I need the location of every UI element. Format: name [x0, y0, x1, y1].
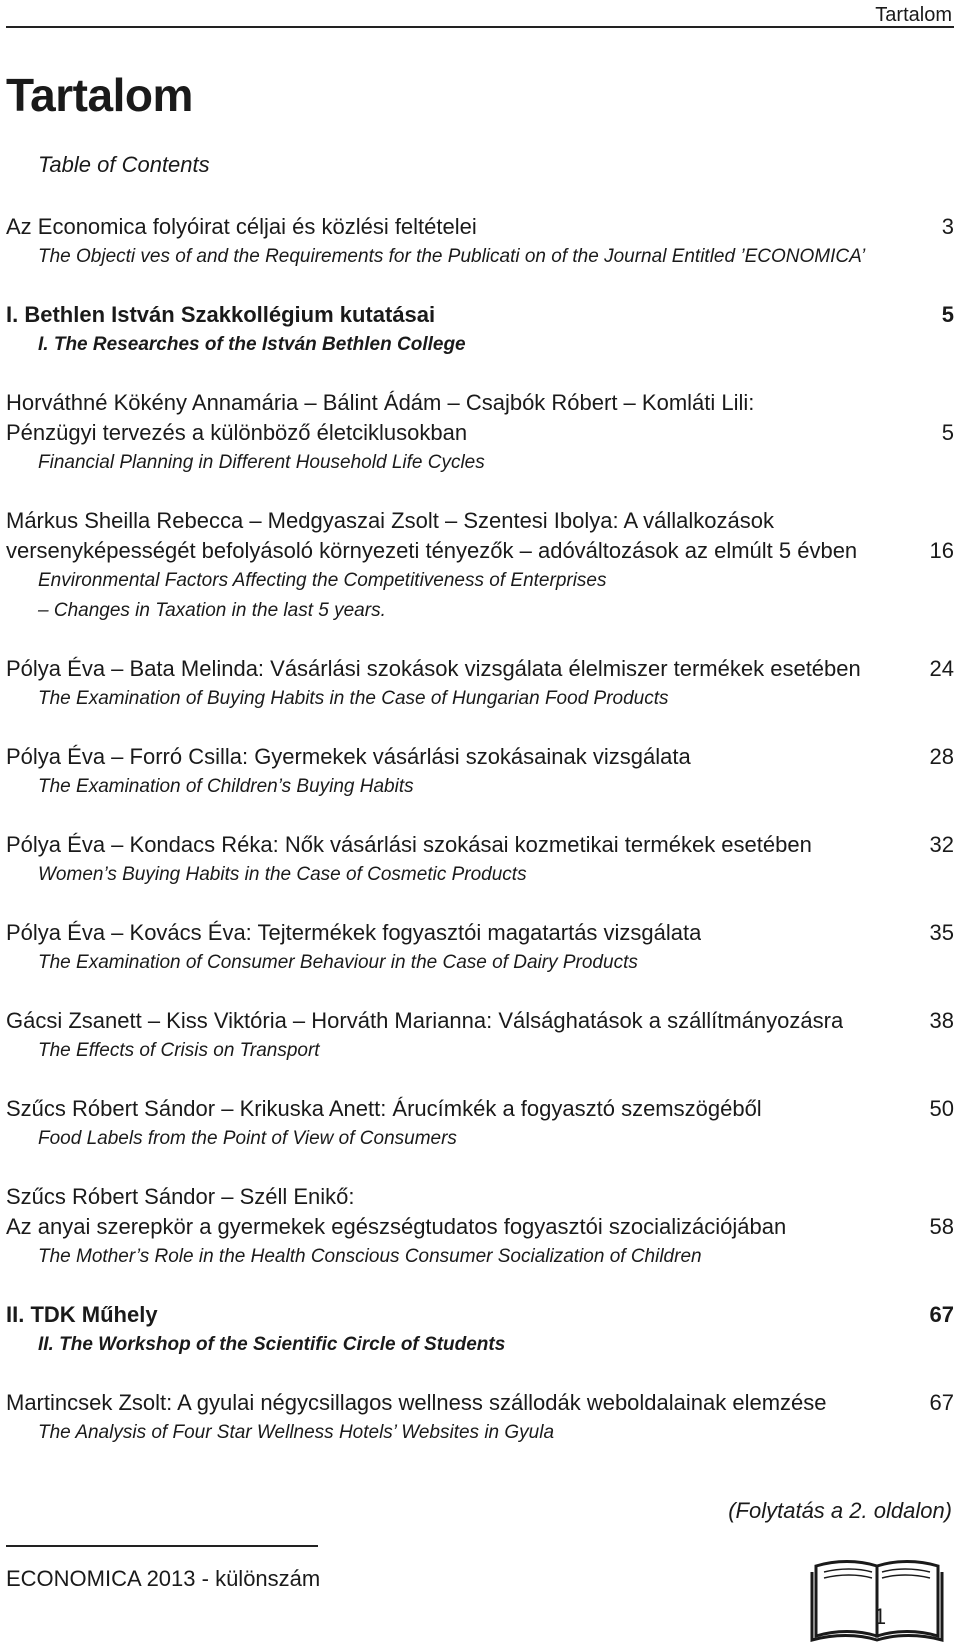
toc-entry-title: Pólya Éva – Kondacs Réka: Nők vásárlási szokásai kozmetikai termékek esetében	[6, 832, 812, 857]
toc-entry-title-line	[6, 654, 954, 684]
toc-entry	[6, 918, 954, 978]
toc-entry-page: 28	[929, 744, 954, 769]
toc-entry-english-title: The Examination of Consumer Behaviour in the Case of Dairy Products	[38, 952, 638, 973]
toc-entry-title: Pénzügyi tervezés a különböző életciklusokban	[6, 420, 468, 445]
toc-entry-title-line	[6, 1006, 954, 1036]
toc-entry-title-line	[6, 506, 954, 536]
toc-entry-title: II. TDK Műhely	[6, 1302, 158, 1327]
toc-entry-page: 3	[941, 214, 954, 239]
toc-entry-title-line	[6, 1182, 954, 1212]
toc-entry	[6, 212, 954, 272]
toc-entry-title: Pólya Éva – Bata Melinda: Vásárlási szokások vizsgálata élelmiszer termékek esetében	[6, 656, 861, 681]
toc-entry	[6, 1300, 954, 1360]
page-number: 1	[873, 1604, 887, 1629]
toc-entry-english-title: Food Labels from the Point of View of Consumers	[38, 1128, 457, 1149]
toc-entry-title: versenyképességét befolyásoló környezeti tényezők – adóváltozások az elmúlt 5 évben	[6, 538, 858, 563]
toc-entry-english-title: The Objecti ves of and the Requirements for the Publicati on of the Journal Entitled ’ECONOMICA’	[38, 246, 866, 267]
header-rule	[6, 26, 954, 28]
toc-entry-english-title: The Mother’s Role in the Health Conscious Consumer Socialization of Children	[38, 1246, 702, 1267]
toc-entry-title-line	[6, 212, 954, 242]
toc-entry-page: 67	[929, 1390, 954, 1415]
toc-entry-title: Horváthné Kökény Annamária – Bálint Ádám – Csajbók Róbert – Komláti Lili:	[6, 390, 755, 415]
toc-entry-title-line	[6, 388, 954, 418]
footer-journal: ECONOMICA 2013 - különszám	[6, 1566, 321, 1591]
toc-entry-title-line	[6, 918, 954, 948]
toc-entry-english-title: I. The Researches of the István Bethlen College	[38, 334, 466, 355]
toc-entry	[6, 1182, 954, 1272]
toc-entry-title: Szűcs Róbert Sándor – Krikuska Anett: Árucímkék a fogyasztó szemszögéből	[6, 1096, 762, 1121]
page-title: Tartalom	[6, 69, 193, 121]
toc-entry-page: 50	[929, 1096, 954, 1121]
toc-entry-title-line	[6, 742, 954, 772]
toc-entry-page: 32	[929, 832, 954, 857]
toc-entry-title-line	[6, 1388, 954, 1418]
footer-rule	[6, 1545, 318, 1547]
toc-entry-english-title: Women’s Buying Habits in the Case of Cosmetic Products	[38, 864, 527, 885]
toc-entry	[6, 654, 954, 714]
continued-note: (Folytatás a 2. oldalon)	[728, 1498, 952, 1523]
toc-entry-title-line	[6, 1094, 954, 1124]
toc-entry-english-title: Environmental Factors Affecting the Competitiveness of Enterprises	[38, 570, 607, 591]
toc-entry-english-title: The Analysis of Four Star Wellness Hotels’ Websites in Gyula	[38, 1422, 555, 1443]
toc-entry-title: Gácsi Zsanett – Kiss Viktória – Horváth Marianna: Válsághatások a szállítmányozásra	[6, 1008, 844, 1033]
page-subtitle: Table of Contents	[38, 152, 210, 177]
toc-entry-page: 38	[929, 1008, 954, 1033]
toc-entry	[6, 1006, 954, 1066]
toc-entry	[6, 1388, 954, 1448]
table-of-contents	[6, 212, 954, 1476]
toc-entry-title-line	[6, 418, 954, 448]
toc-entry-title-line	[6, 536, 954, 566]
toc-entry-title: Pólya Éva – Forró Csilla: Gyermekek vásárlási szokásainak vizsgálata	[6, 744, 691, 769]
toc-entry-title: Pólya Éva – Kovács Éva: Tejtermékek fogyasztói magatartás vizsgálata	[6, 920, 702, 945]
toc-entry-english-title: The Examination of Buying Habits in the Case of Hungarian Food Products	[38, 688, 669, 709]
toc-entry-title-line	[6, 830, 954, 860]
toc-entry-title: Az anyai szerepkör a gyermekek egészségtudatos fogyasztói szocializációjában	[6, 1214, 787, 1239]
toc-entry-title-line	[6, 1300, 954, 1330]
toc-entry-title: Az Economica folyóirat céljai és közlési feltételei	[6, 214, 477, 239]
toc-entry	[6, 300, 954, 360]
toc-entry	[6, 506, 954, 626]
toc-entry-page: 58	[929, 1214, 954, 1239]
toc-entry-page: 24	[929, 656, 954, 681]
toc-entry-title-line	[6, 300, 954, 330]
toc-entry	[6, 388, 954, 478]
toc-entry-english-title: Financial Planning in Different Household Life Cycles	[38, 452, 485, 473]
toc-entry-title: Szűcs Róbert Sándor – Széll Enikő:	[6, 1184, 355, 1209]
toc-entry-english-title: The Effects of Crisis on Transport	[38, 1040, 320, 1061]
toc-entry-page: 67	[929, 1302, 954, 1327]
running-header-title: Tartalom	[875, 4, 952, 26]
toc-entry-english-title: The Examination of Children’s Buying Habits	[38, 776, 414, 797]
toc-entry-page: 5	[941, 420, 954, 445]
toc-entry-title: Martincsek Zsolt: A gyulai négycsillagos wellness szállodák weboldalainak elemzése	[6, 1390, 827, 1415]
toc-entry-page: 5	[941, 302, 954, 327]
toc-entry-page: 35	[929, 920, 954, 945]
toc-entry-title-line	[6, 1212, 954, 1242]
toc-entry	[6, 1094, 954, 1154]
toc-entry-english-title: II. The Workshop of the Scientific Circle of Students	[38, 1334, 506, 1355]
toc-entry-page: 16	[929, 538, 954, 563]
toc-entry	[6, 830, 954, 890]
toc-entry-title: I. Bethlen István Szakkollégium kutatásai	[6, 302, 436, 327]
toc-entry-english-title: – Changes in Taxation in the last 5 years.	[38, 600, 386, 621]
toc-entry	[6, 742, 954, 802]
toc-entry-title: Márkus Sheilla Rebecca – Medgyaszai Zsolt – Szentesi Ibolya: A vállalkozások	[6, 508, 774, 533]
